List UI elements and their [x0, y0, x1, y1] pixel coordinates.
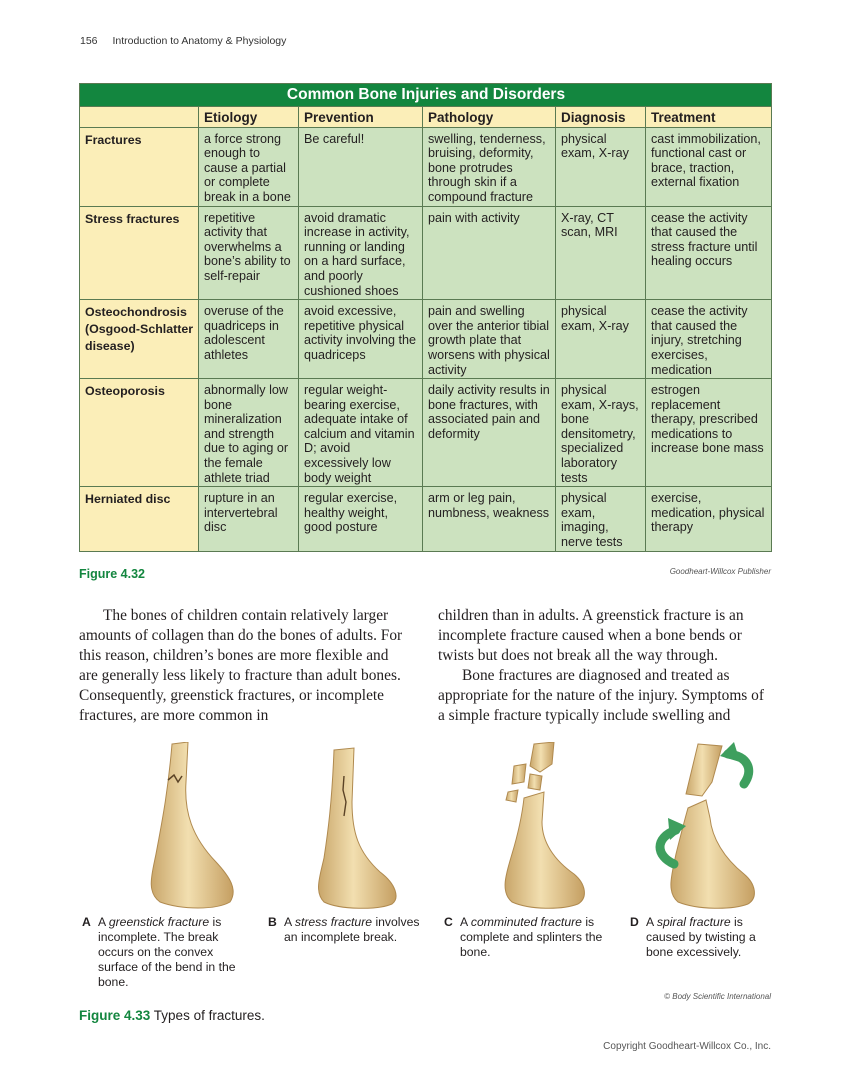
table-cell: exercise, medication, physical therapy: [646, 487, 772, 551]
table-cell: repetitive activity that overwhelms a bone’s ability to self-repair: [199, 206, 299, 300]
table-cell: pain and swelling over the anterior tibial growth plate that worsens with physical activity: [423, 300, 556, 379]
panel-letter: D: [630, 915, 639, 929]
table-cell: avoid excessive, repetitive physical activity involving the quadriceps: [299, 300, 423, 379]
table-title: Common Bone Injuries and Disorders: [80, 84, 772, 107]
table-credit: Goodheart-Willcox Publisher: [669, 567, 771, 576]
col-header: Treatment: [646, 107, 772, 128]
panel-caption-d: [630, 915, 780, 960]
table-figure-label: Figure 4.32: [79, 567, 145, 581]
table-cell: overuse of the quadriceps in adolescent athletes: [199, 300, 299, 379]
table-row: [80, 127, 772, 206]
table-cell: abnormally low bone mineralization and strength due to aging or the female athlete triad: [199, 379, 299, 487]
body-column-right: [438, 606, 768, 726]
panel-caption-a: [82, 915, 242, 990]
table-cell: X-ray, CT scan, MRI: [556, 206, 646, 300]
panel-letter: B: [268, 915, 277, 929]
caption-pre: A: [98, 915, 109, 929]
caption-post: involves an incomplete break.: [284, 915, 420, 944]
table-cell: avoid dramatic increase in activity, running or landing on a hard surface, and poorly cushioned shoes: [299, 206, 423, 300]
table-cell: physical exam, X-ray: [556, 300, 646, 379]
table-cell: regular exercise, healthy weight, good posture: [299, 487, 423, 551]
table-cell: physical exam, X-ray: [556, 127, 646, 206]
table-cell: cast immobilization, functional cast or brace, traction, external fixation: [646, 127, 772, 206]
stress-fracture-illustration: [296, 742, 436, 910]
copyright-footer: Copyright Goodheart-Willcox Co., Inc.: [603, 1041, 771, 1052]
table-cell: cease the activity that caused the stress fracture until healing occurs: [646, 206, 772, 300]
row-header: Herniated disc: [80, 487, 199, 551]
panel-caption-b: [268, 915, 428, 945]
table-cell: physical exam, X-rays, bone densitometry, specialized laboratory tests: [556, 379, 646, 487]
body-column-left: [79, 606, 409, 726]
bone-injuries-table: [79, 83, 771, 552]
table-row: [80, 206, 772, 300]
table-row: [80, 379, 772, 487]
panel-letter: A: [82, 915, 91, 929]
table-cell: arm or leg pain, numbness, weakness: [423, 487, 556, 551]
row-header: Stress fractures: [80, 206, 199, 300]
fracture-term: spiral fracture: [656, 915, 731, 929]
table-cell: swelling, tenderness, bruising, deformity, bone protrudes through skin if a compound fracture: [423, 127, 556, 206]
table-cell: daily activity results in bone fractures, with associated pain and deformity: [423, 379, 556, 487]
panel-letter: C: [444, 915, 453, 929]
table-row: [80, 487, 772, 551]
fracture-term: stress fracture: [294, 915, 373, 929]
panel-caption-c: [444, 915, 604, 960]
caption-post: is caused by twisting a bone excessively.: [646, 915, 756, 959]
caption-pre: A: [284, 915, 295, 929]
figure-label: Figure 4.33: [79, 1008, 151, 1023]
corner-cell: [80, 107, 199, 128]
table-cell: cease the activity that caused the injury, stretching exercises, medication: [646, 300, 772, 379]
table-cell: rupture in an intervertebral disc: [199, 487, 299, 551]
row-header: Osteochondrosis (Osgood-Schlatter disease): [80, 300, 199, 379]
table-cell: physical exam, imaging, nerve tests: [556, 487, 646, 551]
figure-caption-text: Types of fractures.: [153, 1008, 265, 1023]
fracture-term: comminuted fracture: [470, 915, 582, 929]
col-header: Prevention: [299, 107, 423, 128]
col-header: Etiology: [199, 107, 299, 128]
body-paragraph: children than in adults. A greenstick fracture is an incomplete fracture caused when a bone bends or twists but does not break all the way through.: [438, 607, 744, 664]
greenstick-fracture-illustration: [120, 742, 260, 910]
fracture-term: greenstick fracture: [108, 915, 210, 929]
comminuted-fracture-illustration: [478, 742, 618, 910]
figure-caption: [79, 1008, 265, 1023]
page-number: 156: [80, 35, 98, 47]
body-paragraph: Bone fractures are diagnosed and treated as appropriate for the nature of the injury. Symptoms of a simple fracture typically include swelling and: [438, 667, 764, 724]
caption-pre: A: [460, 915, 471, 929]
caption-pre: A: [646, 915, 657, 929]
running-title: Introduction to Anatomy & Physiology: [112, 35, 287, 47]
caption-post: is incomplete. The break occurs on the convex surface of the bend in the bone.: [98, 915, 236, 989]
row-header: Osteoporosis: [80, 379, 199, 487]
table-cell: Be careful!: [299, 127, 423, 206]
running-head: [80, 35, 286, 47]
body-paragraph: The bones of children contain relatively larger amounts of collagen than do the bones of adults. For this reason, children’s bones are more flexible and are generally less likely to fracture than adult bones. Consequently, greenstick fractures, or incomplete fractures, are more common in: [79, 607, 403, 724]
figure-credit: © Body Scientific International: [664, 992, 771, 1001]
table-cell: regular weight-bearing exercise, adequate intake of calcium and vitamin D; avoid excessively low body weight: [299, 379, 423, 487]
table-row: [80, 300, 772, 379]
caption-post: is complete and splinters the bone.: [460, 915, 603, 959]
row-header: Fractures: [80, 127, 199, 206]
col-header: Pathology: [423, 107, 556, 128]
table-cell: estrogen replacement therapy, prescribed medications to increase bone mass: [646, 379, 772, 487]
col-header: Diagnosis: [556, 107, 646, 128]
spiral-fracture-illustration: [648, 742, 788, 910]
table-cell: pain with activity: [423, 206, 556, 300]
table-cell: a force strong enough to cause a partial or complete break in a bone: [199, 127, 299, 206]
